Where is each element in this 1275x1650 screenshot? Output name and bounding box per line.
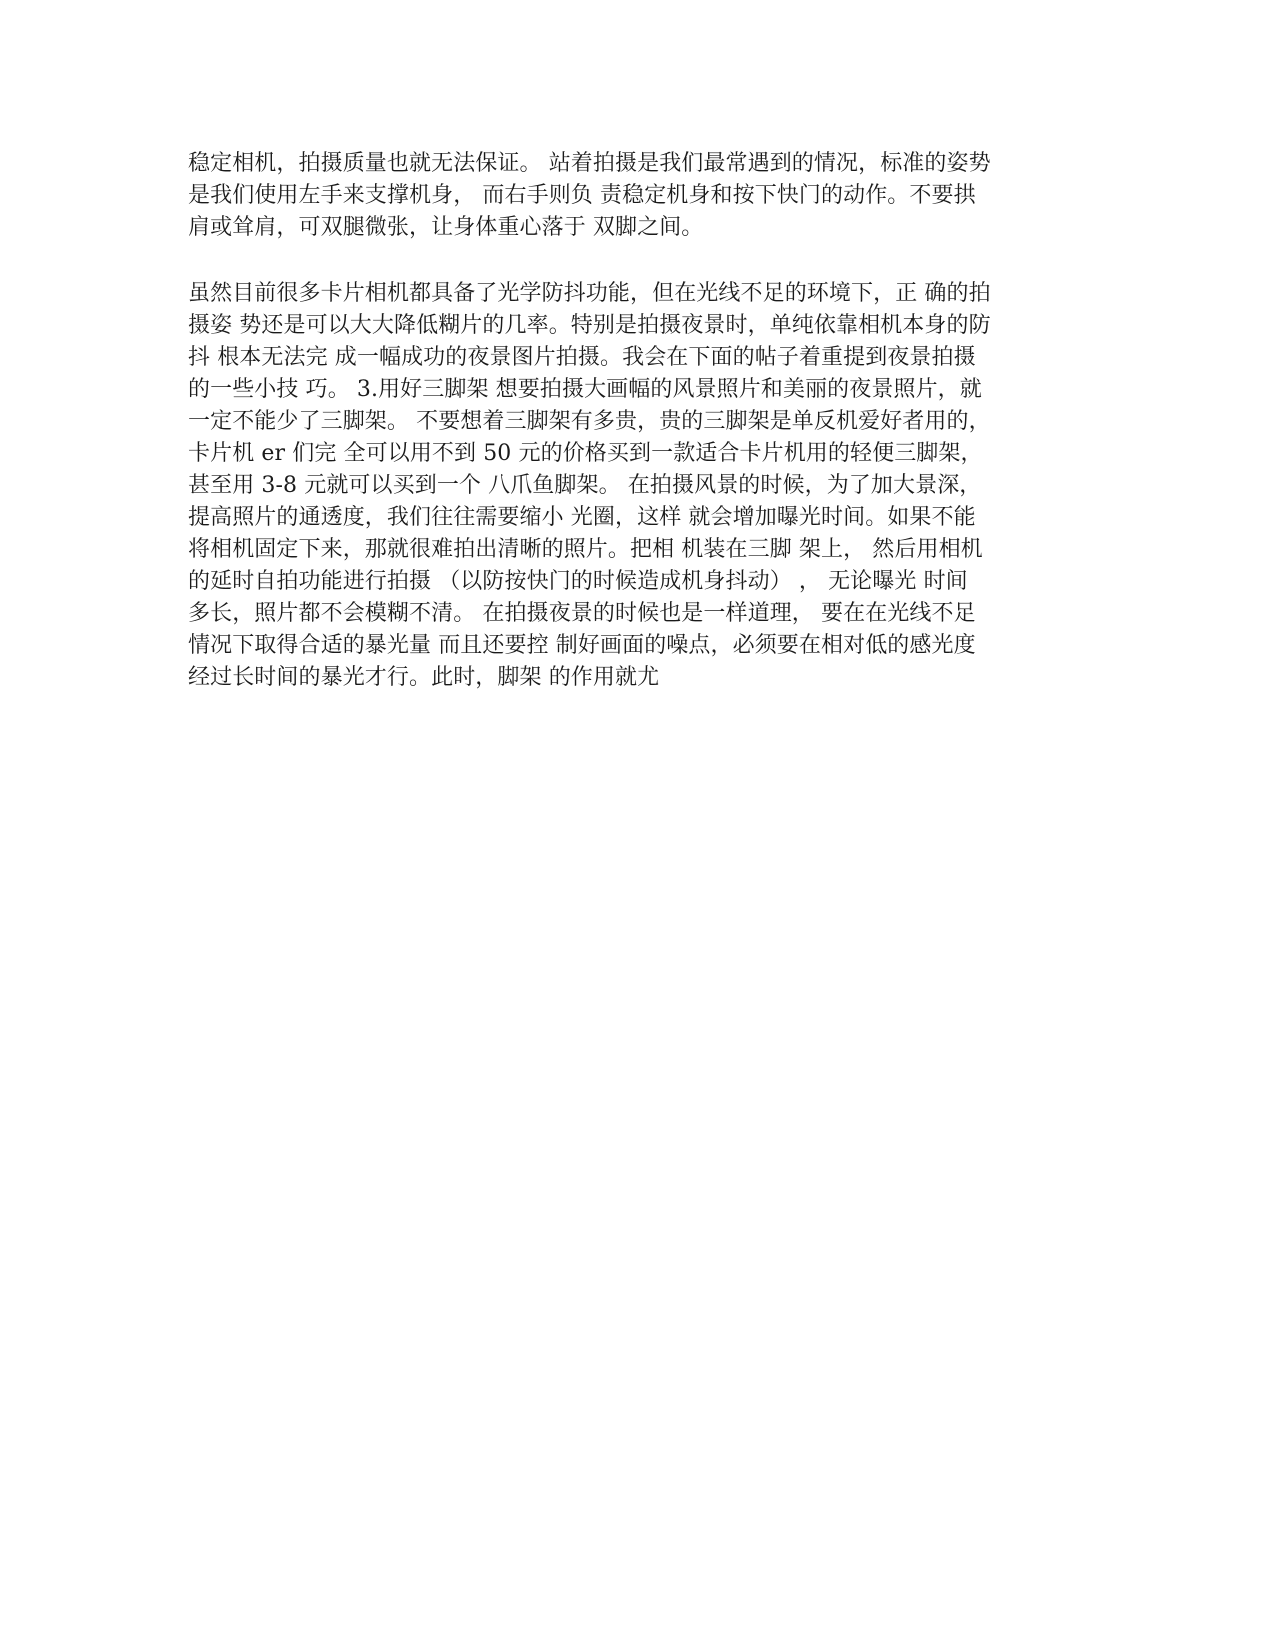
paragraph-1 xyxy=(188,148,1093,244)
text-line: 的一些小技 巧。 3.用好三脚架 想要拍摄大画幅的风景照片和美丽的夜景照片，就 xyxy=(188,377,982,402)
text-line: 甚至用 3-8 元就可以买到一个 八爪鱼脚架。 在拍摄风景的时候，为了加大景深， xyxy=(188,473,982,498)
paragraph-2 xyxy=(188,278,1093,694)
text-line: 卡片机 er 们完 全可以用不到 50 元的价格买到一款适合卡片机用的轻便三脚架， xyxy=(188,441,983,466)
text-line: 经过长时间的暴光才行。此时，脚架 的作用就尤 xyxy=(188,665,660,690)
document-body xyxy=(188,148,1093,694)
text-line: 一定不能少了三脚架。 不要想着三脚架有多贵，贵的三脚架是单反机爱好者用的， xyxy=(188,409,991,434)
paragraph-spacer xyxy=(188,244,1093,278)
text-line: 是我们使用左手来支撑机身， 而右手则负 责稳定机身和按下快门的动作。不要拱 xyxy=(188,183,976,208)
text-line: 提高照片的通透度，我们往往需要缩小 光圈，这样 就会增加曝光时间。如果不能 xyxy=(188,505,976,530)
text-line: 的延时自拍功能进行拍摄 （以防按快门的时候造成机身抖动） ， 无论曝光 时间 xyxy=(188,569,968,594)
text-line: 情况下取得合适的暴光量 而且还要控 制好画面的噪点，必须要在相对低的感光度 xyxy=(188,633,976,658)
text-line: 稳定相机，拍摄质量也就无法保证。 站着拍摄是我们最常遇到的情况，标准的姿势 xyxy=(188,151,991,176)
text-line: 将相机固定下来，那就很难拍出清晰的照片。把相 机装在三脚 架上， 然后用相机 xyxy=(188,537,983,562)
text-line: 多长，照片都不会模糊不清。 在拍摄夜景的时候也是一样道理， 要在在光线不足 xyxy=(188,601,976,626)
text-line: 虽然目前很多卡片相机都具备了光学防抖功能，但在光线不足的环境下，正 确的拍 xyxy=(188,281,991,306)
text-line: 肩或耸肩，可双腿微张，让身体重心落于 双脚之间。 xyxy=(188,215,704,240)
text-line: 抖 根本无法完 成一幅成功的夜景图片拍摄。我会在下面的帖子着重提到夜景拍摄 xyxy=(188,345,976,370)
text-line: 摄姿 势还是可以大大降低糊片的几率。特别是拍摄夜景时，单纯依靠相机本身的防 xyxy=(188,313,991,338)
